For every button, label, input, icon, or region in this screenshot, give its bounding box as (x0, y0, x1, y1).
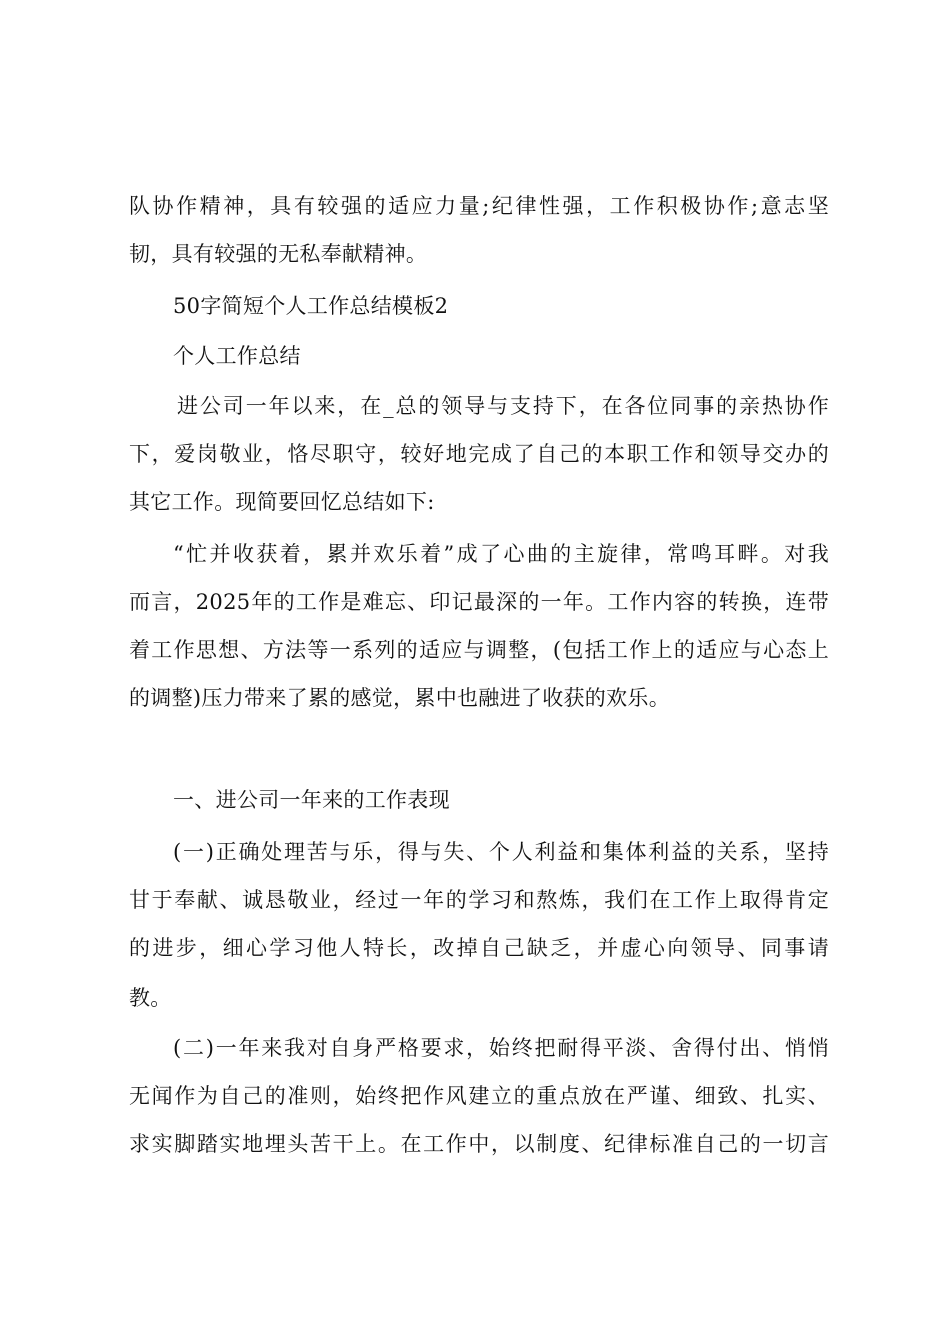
paragraph-line: 韧，具有较强的无私奉献精神。 (129, 242, 428, 266)
paragraph-line: 队协作精神，具有较强的适应力量;纪律性强，工作积极协作;意志坚 (129, 194, 829, 218)
paragraph-line: 的进步，细心学习他人特长，改掉自己缺乏，并虚心向领导、同事请 (129, 936, 829, 960)
paragraph-line: 无闻作为自己的准则，始终把作风建立的重点放在严谨、细致、扎实、 (129, 1084, 829, 1108)
heading: 一、进公司一年来的工作表现 (173, 788, 450, 812)
paragraph-line: 而言，2025年的工作是难忘、印记最深的一年。工作内容的转换，连带 (129, 590, 829, 614)
paragraph-line: 求实脚踏实地埋头苦干上。在工作中，以制度、纪律标准自己的一切言 (129, 1132, 829, 1156)
paragraph-line: (二)一年来我对自身严格要求，始终把耐得平淡、舍得付出、悄悄 (173, 1036, 829, 1060)
paragraph-line: 甘于奉献、诚恳敬业，经过一年的学习和熬炼，我们在工作上取得肯定 (129, 888, 829, 912)
paragraph-line: 进公司一年以来，在_总的领导与支持下，在各位同事的亲热协作 (177, 394, 829, 418)
paragraph-line: (一)正确处理苦与乐，得与失、个人利益和集体利益的关系，坚持 (173, 840, 829, 864)
heading: 个人工作总结 (173, 344, 301, 368)
paragraph-line: 的调整)压力带来了累的感觉，累中也融进了收获的欢乐。 (129, 686, 670, 710)
paragraph-line: 其它工作。现简要回忆总结如下: (129, 490, 435, 514)
paragraph-line: 着工作思想、方法等一系列的适应与调整，(包括工作上的适应与心态上 (129, 638, 829, 662)
paragraph-line: 教。 (129, 986, 172, 1010)
paragraph-line: 下，爱岗敬业，恪尽职守，较好地完成了自己的本职工作和领导交办的 (129, 442, 829, 466)
section-title: 50字简短个人工作总结模板2 (173, 294, 449, 318)
paragraph-line: “忙并收获着，累并欢乐着”成了心曲的主旋律，常鸣耳畔。对我 (173, 542, 829, 566)
